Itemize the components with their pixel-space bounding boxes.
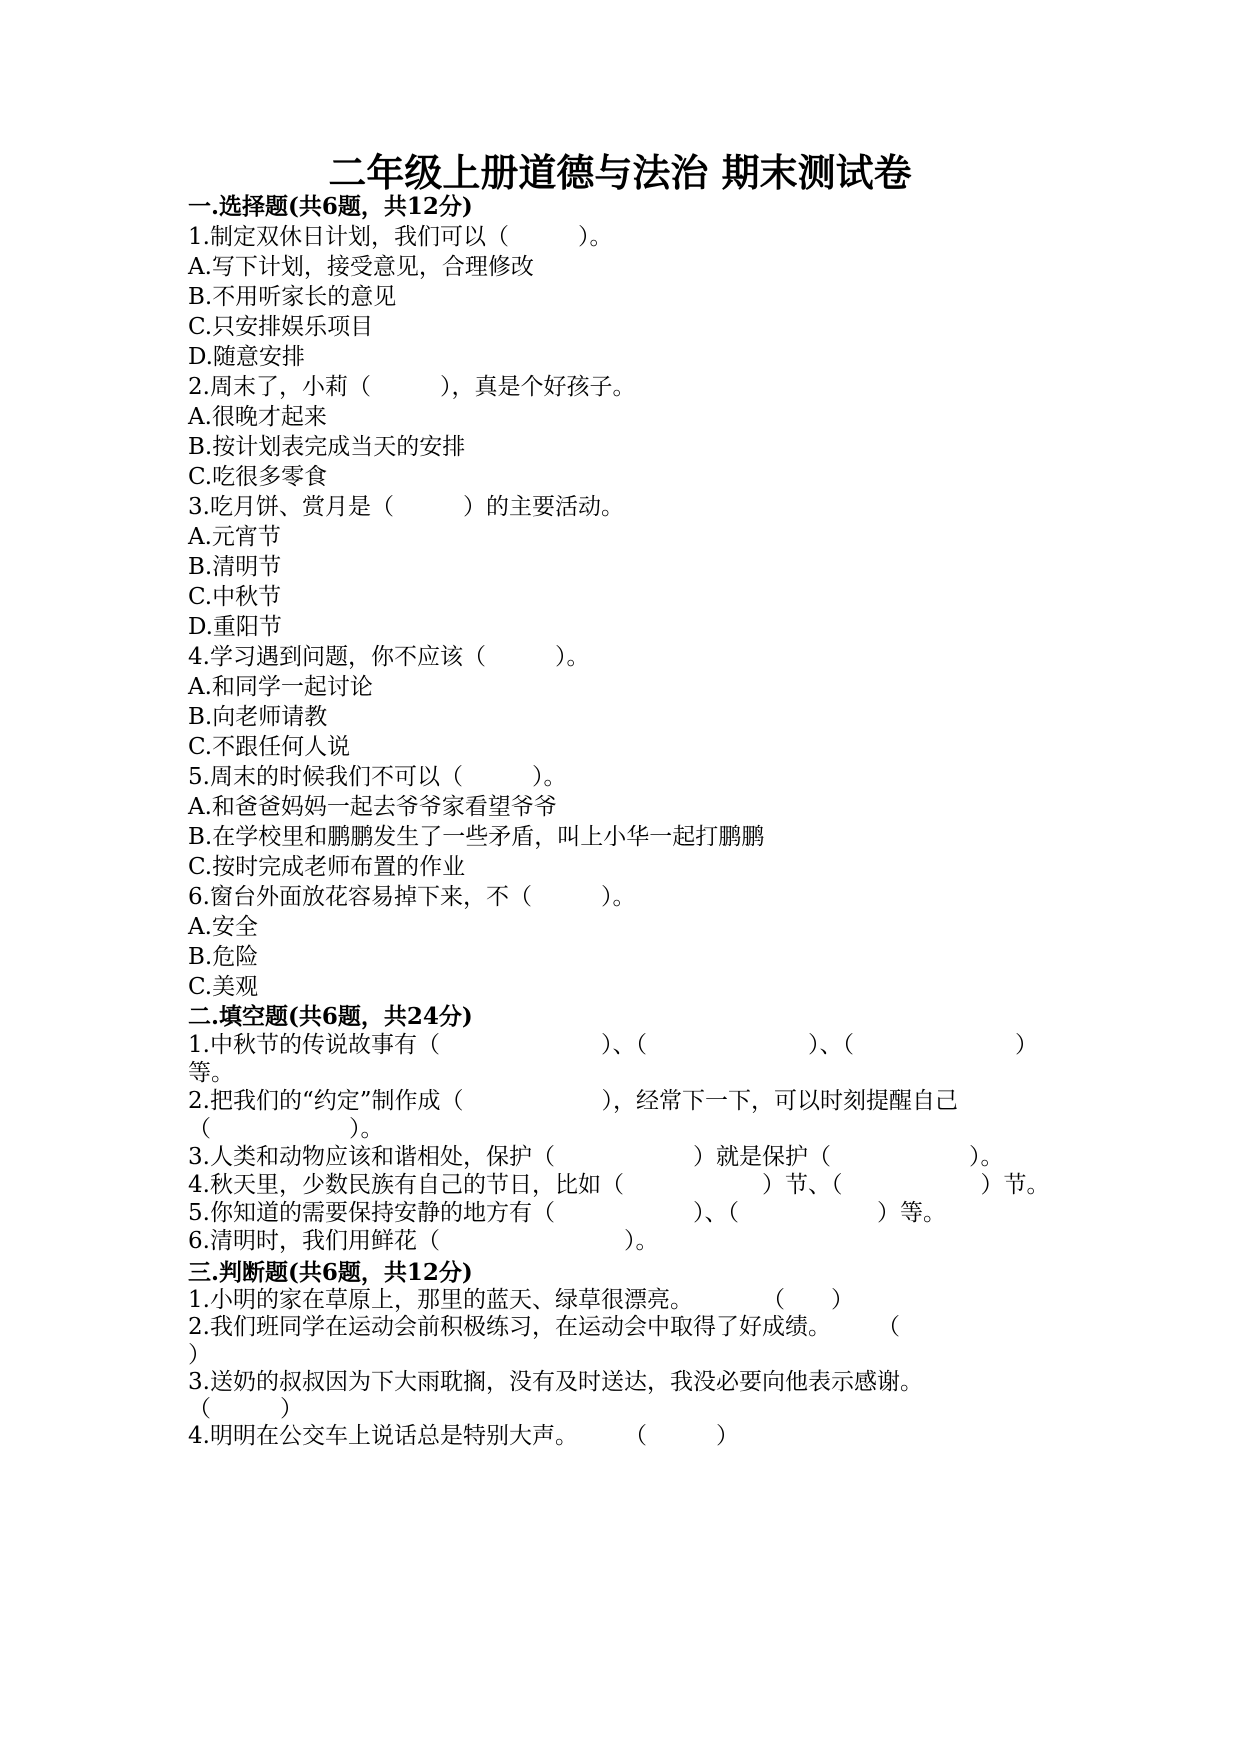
section-heading: 三.判断题(共6题，共12分) <box>188 1259 473 1286</box>
answer-option: A.写下计划，接受意见，合理修改 <box>188 254 534 280</box>
question-text: 6.窗台外面放花容易掉下来，不（ ）。 <box>188 884 636 910</box>
question-continuation: 等。 <box>188 1060 234 1086</box>
question-text: 3.人类和动物应该和谐相处，保护（ ）就是保护（ ）。 <box>188 1144 1004 1170</box>
answer-option: C.不跟任何人说 <box>188 734 351 760</box>
exam-title: 二年级上册道德与法治 期末测试卷 <box>328 150 912 195</box>
question-text: 1.小明的家在草原上，那里的蓝天、绿草很漂亮。 （ ） <box>188 1287 854 1314</box>
question-continuation: ） <box>188 1341 211 1368</box>
question-text: 2.我们班同学在运动会前积极练习，在运动会中取得了好成绩。 （ <box>188 1314 900 1341</box>
answer-option: A.和同学一起讨论 <box>188 674 373 700</box>
question-text: 4.明明在公交车上说话总是特别大声。 （ ） <box>188 1423 739 1450</box>
answer-option: B.在学校里和鹏鹏发生了一些矛盾，叫上小华一起打鹏鹏 <box>188 824 765 850</box>
answer-option: C.只安排娱乐项目 <box>188 314 374 340</box>
answer-option: D.重阳节 <box>188 614 282 640</box>
answer-option: A.和爸爸妈妈一起去爷爷家看望爷爷 <box>188 794 557 820</box>
answer-option: B.不用听家长的意见 <box>188 284 397 310</box>
question-text: 5.周末的时候我们不可以（ ）。 <box>188 764 567 790</box>
question-text: 3.吃月饼、赏月是（ ）的主要活动。 <box>188 494 624 520</box>
question-text: 3.送奶的叔叔因为下大雨耽搁，没有及时送达，我没必要向他表示感谢。 <box>188 1368 923 1395</box>
question-text: 4.学习遇到问题，你不应该（ ）。 <box>188 644 590 670</box>
question-continuation: （ ）。 <box>188 1116 384 1142</box>
answer-option: B.向老师请教 <box>188 704 328 730</box>
answer-option: A.元宵节 <box>188 524 281 550</box>
answer-option: B.按计划表完成当天的安排 <box>188 434 466 460</box>
question-text: 1.中秋节的传说故事有（ ）、（ ）、（ ） <box>188 1032 1038 1058</box>
question-text: 2.把我们的“约定”制作成（ ），经常下一下，可以时刻提醒自己 <box>188 1088 958 1114</box>
question-text: 5.你知道的需要保持安静的地方有（ ）、（ ）等。 <box>188 1200 946 1226</box>
answer-option: A.很晚才起来 <box>188 404 327 430</box>
answer-option: D.随意安排 <box>188 344 305 370</box>
section-heading: 一.选择题(共6题，共12分) <box>188 193 473 220</box>
question-text: 4.秋天里，少数民族有自己的节日，比如（ ）节、（ ）节。 <box>188 1172 1050 1198</box>
answer-option: A.安全 <box>188 914 258 940</box>
answer-option: C.中秋节 <box>188 584 282 610</box>
answer-option: B.危险 <box>188 944 259 970</box>
question-text: 2.周末了，小莉（ ），真是个好孩子。 <box>188 374 636 400</box>
question-continuation: （ ） <box>188 1396 303 1422</box>
question-text: 1.制定双休日计划，我们可以（ ）。 <box>188 224 613 250</box>
answer-option: C.按时完成老师布置的作业 <box>188 854 466 880</box>
section-heading: 二.填空题(共6题，共24分) <box>188 1003 473 1030</box>
question-text: 6.清明时，我们用鲜花（ ）。 <box>188 1228 659 1254</box>
answer-option: C.美观 <box>188 974 259 1000</box>
answer-option: C.吃很多零食 <box>188 464 328 490</box>
answer-option: B.清明节 <box>188 554 282 580</box>
